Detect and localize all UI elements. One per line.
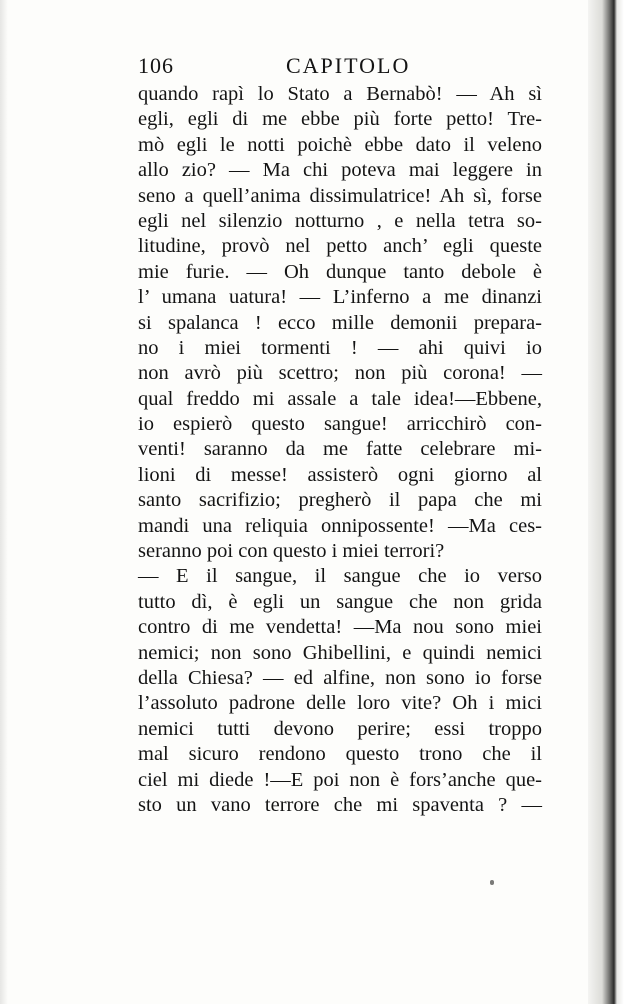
text-line: io espierò questo sangue! arricchirò con- (138, 413, 542, 436)
text-line: ciel mi diede !—E poi non è fors’anche que- (138, 768, 542, 791)
text-line: venti! saranno da me fatte celebrare mi- (138, 438, 542, 461)
text-line: lioni di messe! assisterò ogni giorno al (138, 463, 542, 486)
text-line: sto un vano terrore che mi spaventa ? — (138, 793, 542, 816)
text-line: nemici; non sono Ghibellini, e quindi nemici (138, 641, 542, 664)
text-line: l’ umana uatura! — L’inferno a me dinanzi (138, 286, 542, 309)
page-left-shadow (0, 0, 8, 1004)
text-line: santo sacrifizio; pregherò il papa che mi (138, 489, 542, 512)
text-line: seno a quell’anima dissimulatrice! Ah sì, forse (138, 184, 542, 207)
text-line: tutto dì, è egli un sangue che non grida (138, 590, 542, 613)
text-line: no i miei tormenti ! — ahi quivi io (138, 336, 542, 359)
page-number: 106 (138, 53, 174, 78)
text-line: qual freddo mi assale a tale idea!—Ebbene, (138, 387, 542, 410)
text-line: egli nel silenzio notturno , e nella tetra so- (138, 209, 542, 232)
text-line: allo zio? — Ma chi poteva mai leggere in (138, 159, 542, 182)
text-line: mandi una reliquia onnipossente! —Ma ces- (138, 514, 542, 537)
text-line: nemici tutti devono perire; essi troppo (138, 717, 542, 740)
page-header (138, 53, 538, 83)
text-line: non avrò più scettro; non più corona! — (138, 362, 542, 385)
text-line: l’assoluto padrone delle loro vite? Oh i mici (138, 692, 542, 715)
page-binding-edge (588, 0, 624, 1004)
text-line: si spalanca ! ecco mille demonii prepara- (138, 311, 542, 334)
text-line: mal sicuro rendono questo trono che il (138, 743, 542, 766)
ink-speck (490, 880, 494, 885)
text-line: seranno poi con questo i miei terrori? (138, 540, 445, 563)
text-line: litudine, provò nel petto anch’ egli queste (138, 235, 542, 258)
text-line: mò egli le notti poichè ebbe dato il veleno (138, 133, 542, 156)
text-line: — E il sangue, il sangue che io verso (138, 565, 542, 588)
text-line: egli, egli di me ebbe più forte petto! Tre- (138, 108, 542, 131)
text-line: contro di me vendetta! —Ma nou sono miei (138, 616, 542, 639)
text-line: quando rapì lo Stato a Bernabò! — Ah sì (138, 83, 542, 105)
body-text (138, 82, 542, 818)
running-head: CAPITOLO (286, 53, 411, 78)
text-line: della Chiesa? — ed alfine, non sono io forse (138, 666, 542, 689)
text-line: mie furie. — Oh dunque tanto debole è (138, 260, 542, 283)
